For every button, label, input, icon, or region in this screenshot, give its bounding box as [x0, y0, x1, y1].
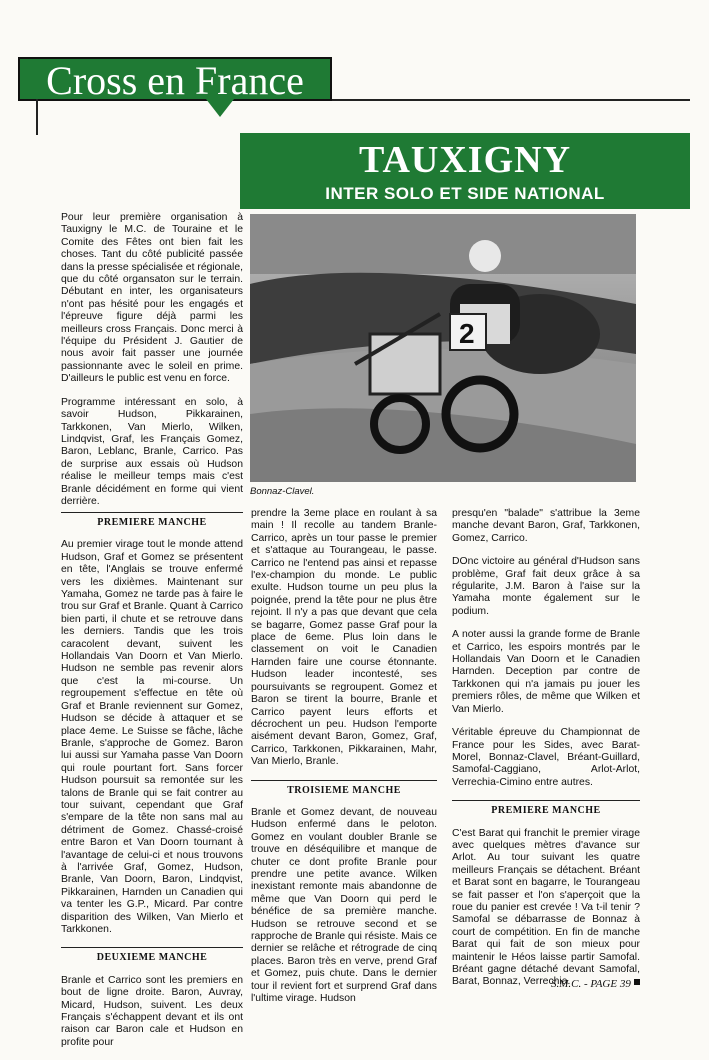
banner-notch [206, 99, 234, 117]
section-heading: DEUXIEME MANCHE [61, 947, 243, 964]
article-title: TAUXIGNY [358, 139, 572, 181]
frame-line [332, 99, 690, 101]
paragraph: Au premier virage tout le monde attend Hudson, Graf et Gomez se présentent en tête, l'Anglais se trouve enfermé vers les dixièmes. Maintenant sur Yamaha, Gomez ne tarde pas à faire le trou sur Graf et Branle. Quant à Carrico bien parti, il chute et se retrouve dans les derniers. Tandis que les trois caracolent devant, suivent les Hollandais Van Doorn et Van Mierlo. Hudson ne semble pas revenir alors que c'est la mi-course. Un regroupement s'effectue en tête où Graf et Branle reviennent sur Gomez, Hudson se décide à attaquer et se place 4eme. Le Suisse se fâche, lâche Branle, s'approche de Gomez. Baron lui aussi sur Yamaha passe Van Doorn qui roule pourtant fort. Sans forcer Hudson poursuit sa remontée sur les talons de Branle qui se fait contrer au tour suivant, cependant que Graf s'empare de la tête non sans mal au détriment de Gomez. Chassé-croisé entre Baron et Van Doorn tournant à l'avantage de celui-ci et nous trouvons à l'arrivée Graf, Gomez, Hudson, Branle, Van Doorn, Baron, Lindqvist, Pikkarainen, Harnden un Canadien qui va tenter les G.P., Micard. Par contre disparition des Wilken, Van Mierlo et Tarkkonen. [61, 539, 243, 935]
section-heading: PREMIERE MANCHE [61, 512, 243, 529]
end-mark-icon [634, 979, 640, 985]
paragraph: Véritable épreuve du Championnat de France pour les Sides, avec Barat-Morel, Bonnaz-Clavel, Bréant-Guillard, Samofal-Caggiano, Arlot-Arlot, Verrechia-Cimino entre autres. [452, 727, 640, 788]
page-footer: S.M.C. - PAGE 39 [551, 978, 631, 990]
section-heading: TROISIEME MANCHE [251, 780, 437, 797]
paragraph: A noter aussi la grande forme de Branle et Carrico, les espoirs montrés par le Hollandais Van Doorn et le Canadien Harnden. Deception par contre de Tarkkonen qui n'a jamais pu jouer les premiers rôles, de même que Wilken et Van Mierlo. [452, 629, 640, 715]
first-column [61, 508, 243, 1060]
paragraph: Branle et Carrico sont les premiers en bout de ligne droite. Baron, Auvray, Micard, Hudson, suivent. Les deux Français s'échappent devant et ils ont raison car Baron cale et Hudson en profite pour [61, 974, 243, 1048]
second-column [251, 508, 437, 1016]
photo-illustration [250, 214, 636, 482]
section-heading: PREMIERE MANCHE [452, 800, 640, 817]
paragraph [452, 828, 640, 989]
sidecar-photo [250, 214, 636, 482]
paragraph: Branle et Gomez devant, de nouveau Hudson enfermé dans le peloton. Gomez en voulant doubler Branle se trouve en déséquilibre et manque de chuter ce dont profite Branle pour prendre une petite avance. Wilken inexistant remonte mais abandonne de même que Van Doorn qui perd le bénéfice de sa première manche. Hudson se retrouve second et se rapproche de Branle qui résiste. Mais ce dernier se relâche et rétrograde de cinq places. Baron très en verve, prend Graf et Gomez, puis chute. Dans le dernier tour il revient fort et surprend Graf dans l'ultime virage. Hudson [251, 806, 437, 1005]
section-banner [18, 57, 332, 101]
section-banner-text: Cross en France [46, 58, 304, 103]
paragraph-text: C'est Barat qui franchit le premier virage avec quelques mètres d'avance sur Arlot. Au tour suivant les quatre meilleurs Français se détachent. Bréant et Barat sont en bagarre, le Tourangeau se fait passer et l'on s'aperçoit que la roue du panier est crevée ! Va t-il tenir ? Samofal se débarrasse de Bonnaz à court de compétition. En fin de manche Barat qui fait de son mieux pour maintenir le Héos laisse partir Samofal. Bréant gagne détaché devant Samofal, Barat, Bonnaz, Verrechia. [452, 827, 640, 988]
paragraph: DOnc victoire au général d'Hudson sans problème, Graf fait deux grâce à sa régularite, J.M. Baron à l'aise sur la Yamaha monte également sur le podium. [452, 556, 640, 617]
sidecar-number: 2 [459, 318, 475, 349]
paragraph: prendre la 3eme place en roulant à sa main ! Il recolle au tandem Branle-Carrico, après un tour passe le premier et s'attaque au Tourangeau, le passe. Carrico ne l'entend pas ainsi et repasse l'ex-champion du monde. Le public exulte. Hudson tourne un peu plus la poignée, prend la tête pour ne plus être rejoint. Il n'y a pas que devant que cela se bagarre, Gomez passe Graf pour la place de 6eme. Plus loin dans le classement on voit le Canadien Harnden faire une course étonnante. Hudson leader incontesté, ses poursuivants se regroupent. Gomez et Baron se tirent la bourre, Branle et Carrico payent leurs efforts et décrochent un peu. Hudson l'emporte aisément devant Baron, Gomez, Graf, Carrico, Tarkkonen, Pikkarainen, Mahr, Van Mierlo, Branle. [251, 508, 437, 768]
paragraph: presqu'en "balade" s'attribue la 3eme manche devant Baron, Graf, Tarkkonen, Gomez, Carrico. [452, 508, 640, 544]
photo-credit: Bonnaz-Clavel. [250, 486, 315, 497]
frame-line [36, 99, 38, 135]
article-subtitle: INTER SOLO ET SIDE NATIONAL [325, 184, 605, 203]
third-column [452, 508, 640, 1000]
intro-paragraph: Pour leur première organisation à Tauxigny le M.C. de Touraine et le Comite des Fêtes ont bien fait les choses. Tant du côté publicité passée dans la presse spécialisée et régionale, que du côté organsaton sur le terrain. Débutant en inter, les organisateurs n'ont pas hésité pour les engagés et l'épreuve figure déjà parmi les meilleurs cross Français. Donc merci à l'équipe du Président J. Gautier de nous avoir fait passer une journée passionnante avec le soleil en prime. D'ailleurs le public est venu en force. [61, 212, 243, 385]
intro-column [61, 212, 243, 519]
intro-paragraph: Programme intéressant en solo, à savoir Hudson, Pikkarainen, Tarkkonen, Van Mierlo, Wilken, Lindqvist, Graf, les Français Gomez, Baron, Leblanc, Branle, Carrico. Pas de surprise aux essais où Hudson réalise le meilleur temps mais c'est Branle décidément en forme qui vient derrière. [61, 396, 243, 507]
